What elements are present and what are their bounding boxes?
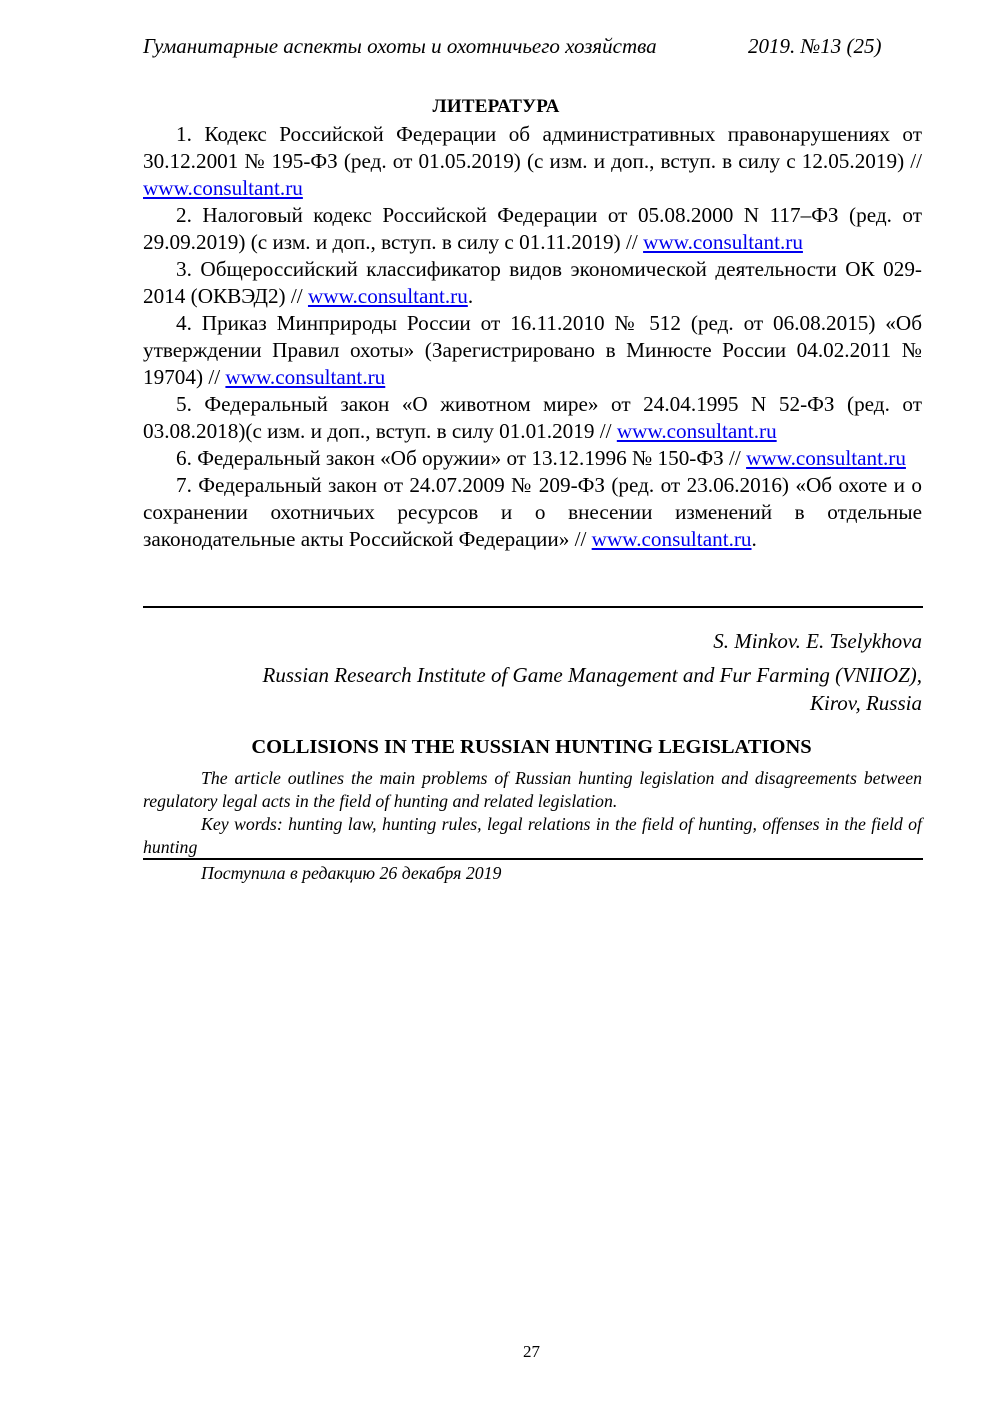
reference-suffix: . [467,284,474,308]
references-heading: ЛИТЕРАТУРА [432,96,560,117]
reference-text: 7. Федеральный закон от 24.07.2009 № 209-ФЗ (ред. от 23.06.2016) «Об охоте и о сохранении охотничьих ресурсов и о внесении изменений в отдельные законодательные акты Российской Федерации» // [143,473,922,551]
english-authors: S. Minkov. E. Tselykhova [713,629,922,653]
reference-link[interactable]: www.consultant.ru [225,365,386,389]
reference-text: 1. Кодекс Российской Федерации об административных правонарушениях от 30.12.2001 № 195-ФЗ (ред. от 01.05.2019) (с изм. и доп., вступ. в силу с 12.05.2019) // [143,122,922,173]
reference-item-5 [143,391,922,445]
reference-text: 3. Общероссийский классификатор видов экономической деятельности ОК 029-2014 (ОКВЭД2) // [143,257,922,308]
reference-link[interactable]: www.consultant.ru [643,230,803,254]
reference-link[interactable]: www.consultant.ru [307,284,468,308]
english-affiliation [142,661,922,717]
reference-text: 6. Федеральный закон «Об оружии» от 13.12.1996 № 150-ФЗ // [176,446,747,470]
reference-link[interactable]: www.consultant.ru [591,527,752,551]
issue-number: 2019. №13 (25) [748,34,882,58]
english-abstract [143,767,922,859]
section-divider [143,606,923,608]
keywords-text: Key words: hunting law, hunting rules, legal relations in the field of hunting, offenses in the field of hunting [143,814,922,857]
running-head [143,34,923,59]
reference-link[interactable]: www.consultant.ru [616,419,777,443]
reference-item-3 [143,256,922,310]
abstract-text: The article outlines the main problems of Russian hunting legislation and disagreements between regulatory legal acts in the field of hunting and related legislation. [143,768,922,811]
reference-item-1 [143,121,922,202]
affiliation-line: Russian Research Institute of Game Management and Fur Farming (VNIIOZ), [262,663,922,687]
reference-item-4 [143,310,922,391]
reference-suffix: . [751,527,757,551]
reference-link[interactable]: www.consultant.ru [143,176,303,200]
english-title: COLLISIONS IN THE RUSSIAN HUNTING LEGISLATIONS [251,736,812,758]
page-number: 27 [523,1342,540,1361]
reference-item-6 [143,445,922,472]
reference-text: 5. Федеральный закон «О животном мире» от 24.04.1995 N 52-ФЗ (ред. от 03.08.2018)(с изм. и доп., вступ. в силу 01.01.2019 // [143,392,922,443]
abstract-divider [143,858,923,860]
journal-title: Гуманитарные аспекты охоты и охотничьего хозяйства [143,34,657,58]
affiliation-line: Kirov, Russia [809,691,922,715]
received-date: Поступила в редакцию 26 декабря 2019 [201,863,502,883]
reference-text: 2. Налоговый кодекс Российской Федерации от 05.08.2000 N 117–ФЗ (ред. от 29.09.2019) (с изм. и доп., вступ. в силу с 01.11.2019) // [143,203,922,254]
reference-text: 4. Приказ Минприроды России от 16.11.2010 № 512 (ред. от 06.08.2015) «Об утверждении Правил охоты» (Зарегистрировано в Минюсте России 04.02.2011 № 19704) // [143,311,922,389]
reference-link[interactable]: www.consultant.ru [746,446,906,470]
reference-item-2 [143,202,922,256]
reference-item-7 [143,472,922,553]
references-list [143,121,922,553]
